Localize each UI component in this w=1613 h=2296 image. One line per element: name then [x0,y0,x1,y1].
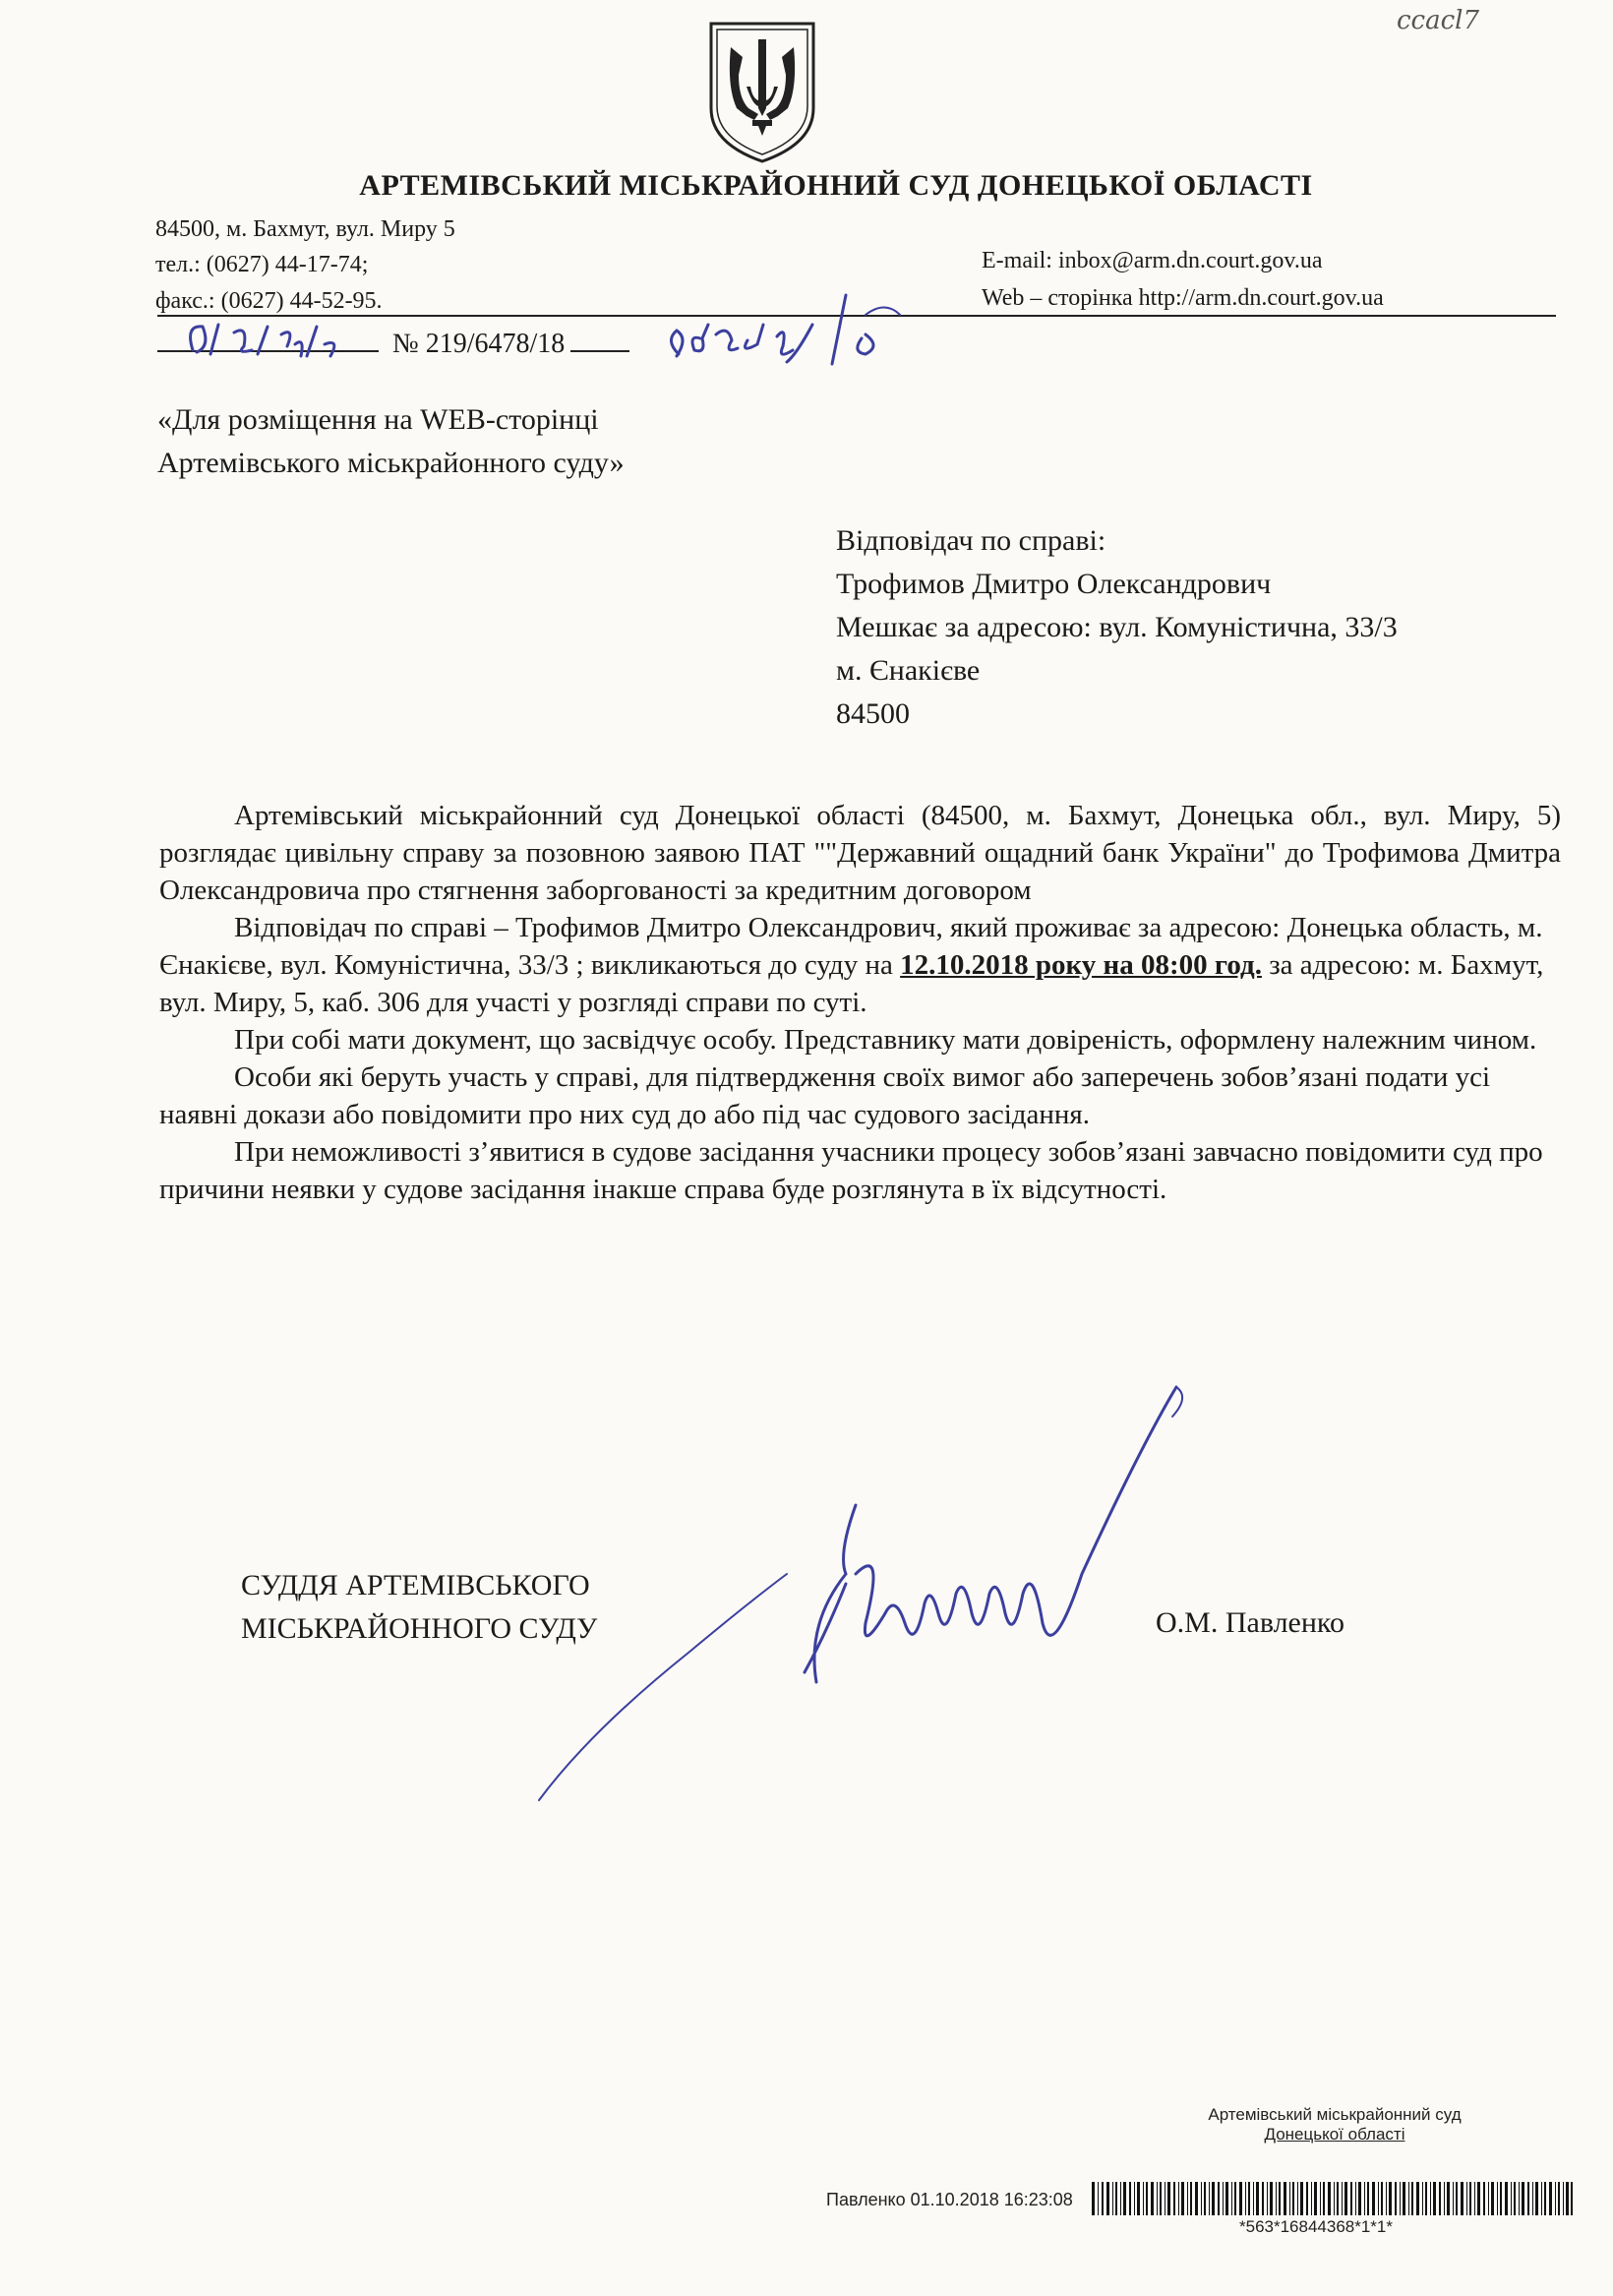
judge-signature-ink [805,1387,1176,1682]
paragraph-case-description: Артемівський міськрайонний суд Донецької області (84500, м. Бахмут, Донецька обл., вул. Миру, 5) розглядає цивільну справу за позовною заявою ПАТ ""Державний ощадний банк України" до Трофимова Дмитра Олександровича про стягнення заборгованості за кредитним договором [159,800,1561,906]
court-email: E-mail: inbox@arm.dn.court.gov.ua [982,248,1323,273]
registration-date-blank [157,325,379,352]
document-barcode [1092,2182,1574,2215]
court-address: 84500, м. Бахмут, вул. Миру 5 [155,216,455,242]
hearing-date: 12.10.2018 року на 08:00 год. [900,949,1262,981]
recipient-street: Мешкає за адресою: вул. Комуністична, 33/3 [836,611,1398,643]
judge-name: О.М. Павленко [1156,1606,1344,1639]
handwritten-number-ink [671,295,873,364]
web-note-line-1: «Для розміщення на WEB-сторінці [157,403,599,436]
registration-line [157,325,643,360]
summons-body [159,797,1561,1208]
web-note-line-2: Артемівського міськрайонного суду» [157,447,625,479]
corner-handwritten-mark: ccacl7 [1397,6,1480,35]
stamp-court-line-2: Донецької області [1264,2125,1405,2144]
footer-court-stamp [1192,2105,1477,2145]
outgoing-number-blank [570,325,629,352]
barcode-number: *563*16844368*1*1* [1239,2217,1393,2236]
coat-of-arms-icon [703,18,821,165]
paragraph-evidence: Особи які беруть участь у справі, для підтвердження своїх вимог або заперечень зобов’язані подати усі наявні докази або повідомити про них суд до або під час судового засідання. [159,1061,1491,1130]
recipient-block [836,519,1398,736]
recipient-role: Відповідач по справі: [836,524,1106,557]
judge-title-line-2: МІСЬКРАЙОННОГО СУДУ [241,1612,598,1645]
header-divider [157,315,1556,317]
paragraph-summons: Відповідач по справі – Трофимов Дмитро Олександрович, який проживає за адресою: Донецька область, м. Єнакієве, вул. Комуністична, 33/3 ; викликаються до суду на 12.10.2018 року на 08:00 год. за адресою: м. Бахмут, вул. Миру, 5, каб. 306 для участі у розгляді справи по суті. [159,912,1544,1018]
case-number: № 219/6478/18 [392,329,566,359]
judge-title-line-1: СУДДЯ АРТЕМІВСЬКОГО [241,1569,590,1601]
judge-title [241,1564,597,1651]
paragraph-identity-document: При собі мати документ, що засвідчує особу. Представнику мати довіреність, оформлену належним чином. [234,1024,1537,1056]
paragraph-non-appearance: При неможливості з’явитися в судове засідання учасники процесу зобов’язані завчасно повідомити суд про причини неявки у судове засідання інакше справа буде розглянута в їх відсутності. [159,1136,1543,1205]
stamp-court-line-1: Артемівський міськрайонний суд [1208,2105,1462,2124]
court-website: Web – сторінка http://arm.dn.court.gov.ua [982,285,1384,311]
court-phone: тел.: (0627) 44-17-74; [155,252,369,277]
signed-by-timestamp: Павленко 01.10.2018 16:23:08 [826,2190,1073,2209]
recipient-city: м. Єнакієве [836,654,981,687]
recipient-name: Трофимов Дмитро Олександрович [836,568,1272,600]
recipient-postcode: 84500 [836,697,910,730]
web-publication-note [157,398,625,485]
court-title: АРТЕМІВСЬКИЙ МІСЬКРАЙОННИЙ СУД ДОНЕЦЬКОЇ ОБЛАСТІ [359,169,1313,202]
court-fax: факс.: (0627) 44-52-95. [155,288,383,314]
